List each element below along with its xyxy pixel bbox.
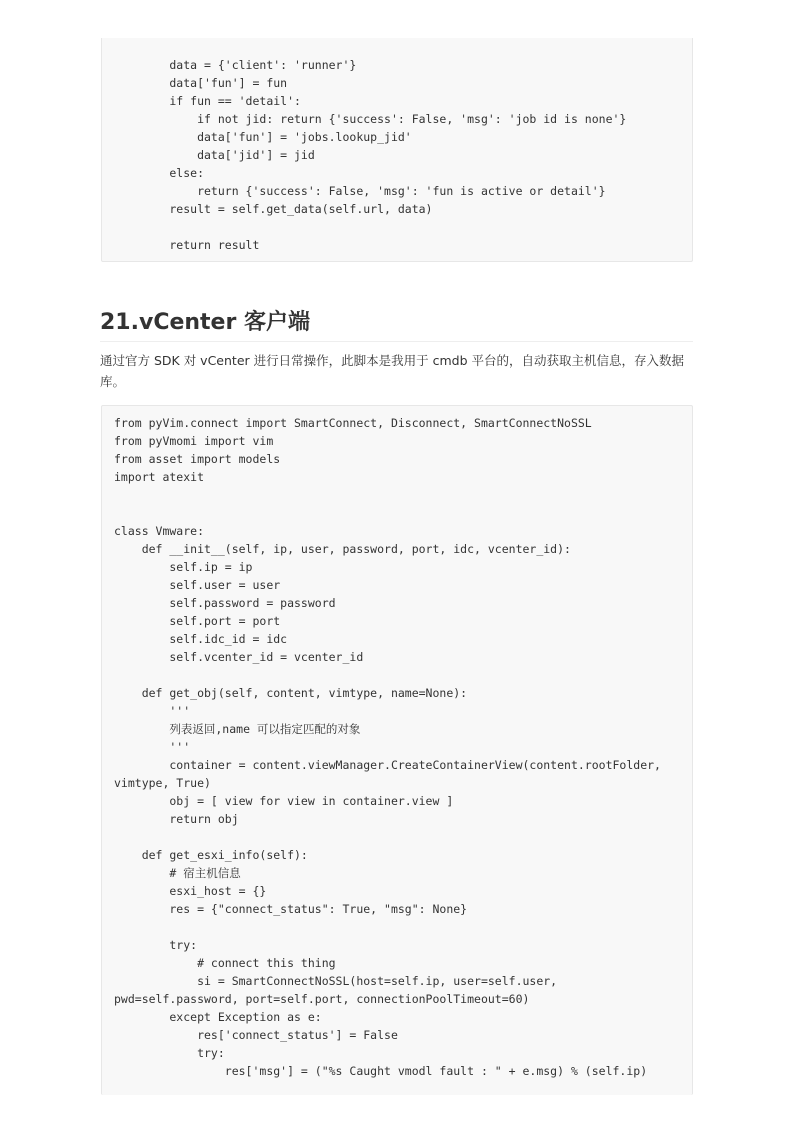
code-lines	[114, 414, 688, 1080]
code-line: res = {"connect_status": True, "msg": None}	[114, 902, 468, 916]
code-line: result = self.get_data(self.url, data)	[114, 202, 433, 216]
code-line	[114, 828, 688, 846]
code-line: def __init__(self, ip, user, password, port, idc, vcenter_id):	[114, 542, 571, 556]
code-line: class Vmware:	[114, 524, 205, 538]
code-line: else:	[114, 166, 205, 180]
code-line: data['fun'] = 'jobs.lookup_jid'	[114, 130, 412, 144]
code-line	[114, 666, 688, 684]
section-description: 通过官方 SDK 对 vCenter 进行日常操作，此脚本是我用于 cmdb 平台的，自动获取主机信息，存入数据库。	[100, 353, 684, 389]
code-line: data = {'client': 'runner'}	[114, 58, 357, 72]
code-line: from pyVmomi import vim	[114, 434, 274, 448]
code-line: # 宿主机信息	[114, 866, 241, 880]
code-line: import atexit	[114, 470, 205, 484]
code-line	[114, 918, 688, 936]
code-line	[114, 486, 688, 504]
code-line: try:	[114, 938, 198, 952]
code-line: container = content.viewManager.CreateContainerView(content.rootFolder,	[114, 758, 661, 772]
code-line: pwd=self.password, port=self.port, connectionPoolTimeout=60)	[114, 992, 530, 1006]
code-line: '''	[114, 704, 191, 718]
code-line: return result	[114, 238, 260, 252]
code-block-salt-api	[101, 38, 693, 262]
code-line: 列表返回,name 可以指定匹配的对象	[114, 722, 361, 736]
code-block-vcenter-client	[101, 405, 693, 1095]
code-line: return obj	[114, 812, 239, 826]
code-line: self.vcenter_id = vcenter_id	[114, 650, 364, 664]
code-line: self.ip = ip	[114, 560, 253, 574]
code-line: if not jid: return {'success': False, 'msg': 'job id is none'}	[114, 112, 627, 126]
code-line: except Exception as e:	[114, 1010, 322, 1024]
code-line: data['jid'] = jid	[114, 148, 315, 162]
code-line: si = SmartConnectNoSSL(host=self.ip, user=self.user,	[114, 974, 558, 988]
code-line: self.idc_id = idc	[114, 632, 288, 646]
code-lines	[114, 56, 688, 254]
code-line: def get_esxi_info(self):	[114, 848, 308, 862]
code-line: obj = [ view for view in container.view ]	[114, 794, 454, 808]
code-line: from asset import models	[114, 452, 281, 466]
code-line: try:	[114, 1046, 225, 1060]
code-line: self.port = port	[114, 614, 281, 628]
code-line: return {'success': False, 'msg': 'fun is active or detail'}	[114, 184, 606, 198]
code-line: '''	[114, 740, 191, 754]
code-line	[114, 218, 688, 236]
section-heading: 21.vCenter 客户端	[100, 306, 693, 342]
code-line: vimtype, True)	[114, 776, 211, 790]
code-line: from pyVim.connect import SmartConnect, Disconnect, SmartConnectNoSSL	[114, 416, 592, 430]
code-line: self.password = password	[114, 596, 336, 610]
code-line: res['connect_status'] = False	[114, 1028, 398, 1042]
code-line: res['msg'] = ("%s Caught vmodl fault : " + e.msg) % (self.ip)	[114, 1064, 648, 1078]
code-line: def get_obj(self, content, vimtype, name=None):	[114, 686, 468, 700]
code-line: data['fun'] = fun	[114, 76, 288, 90]
code-line	[114, 504, 688, 522]
code-line: # connect this thing	[114, 956, 336, 970]
code-line: esxi_host = {}	[114, 884, 267, 898]
code-line: self.user = user	[114, 578, 281, 592]
code-line: if fun == 'detail':	[114, 94, 301, 108]
